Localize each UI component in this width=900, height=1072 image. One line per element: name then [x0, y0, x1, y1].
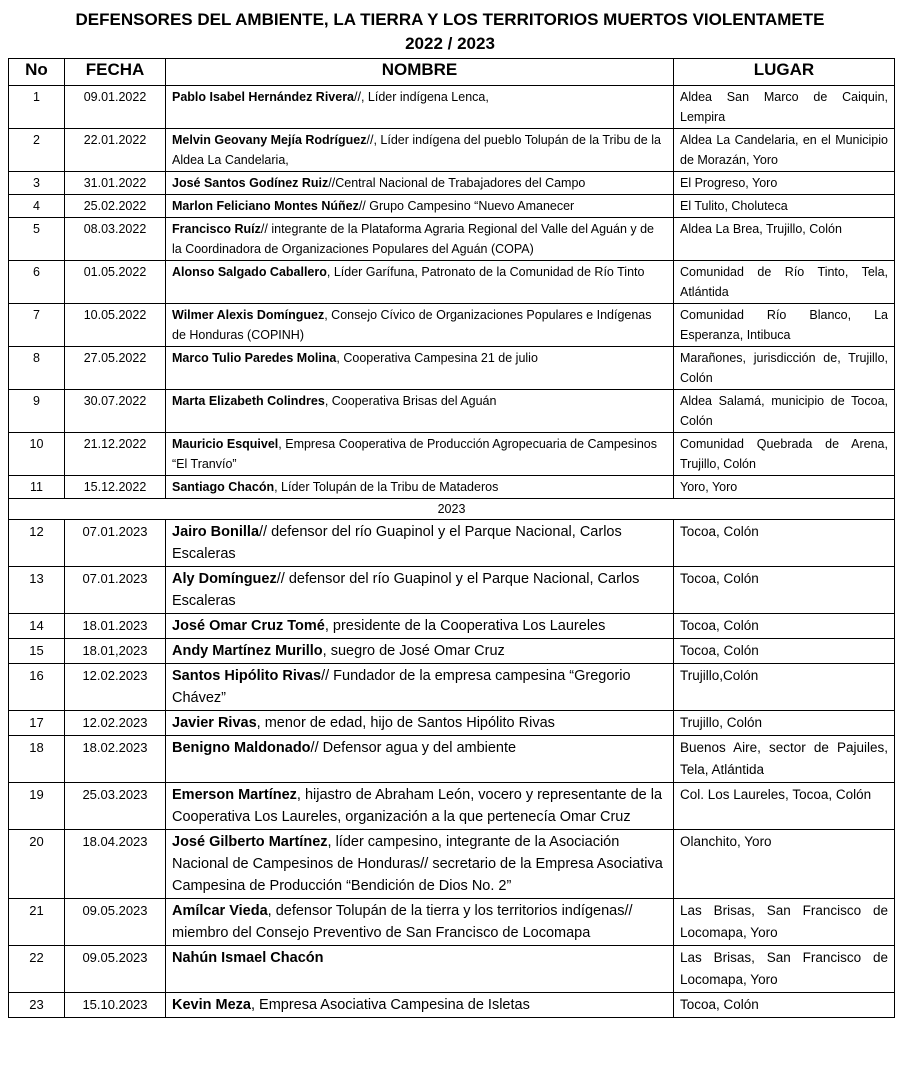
table-row	[9, 520, 895, 567]
defender-name: Santiago Chacón	[172, 480, 275, 494]
row-place: Col. Los Laureles, Tocoa, Colón	[674, 783, 895, 830]
header-fecha: FECHA	[65, 59, 166, 86]
row-place: Aldea San Marco de Caiquin, Lempira	[674, 86, 895, 129]
defender-name: José Omar Cruz Tomé	[172, 618, 325, 634]
defender-description: , Líder Garífuna, Patronato de la Comunidad de Río Tinto	[326, 265, 645, 279]
title-line-2: 2022 / 2023	[405, 34, 495, 53]
row-name-cell	[166, 830, 674, 899]
defender-description: , defensor Tolupán de la tierra y los territorios indígenas// miembro del Consejo Preventivo de San Francisco de Locomapa	[172, 903, 633, 941]
row-date: 07.01.2023	[65, 520, 166, 567]
row-date: 18.04.2023	[65, 830, 166, 899]
row-number: 8	[9, 347, 65, 390]
row-name-cell	[166, 567, 674, 614]
row-place: Trujillo, Colón	[674, 711, 895, 736]
defender-description: // defensor del río Guapinol y el Parque Nacional, Carlos Escaleras	[172, 571, 640, 609]
title-line-1: DEFENSORES DEL AMBIENTE, LA TIERRA Y LOS TERRITORIOS MUERTOS VIOLENTAMETE	[75, 10, 825, 29]
defender-description: , hijastro de Abraham León, vocero y representante de la Cooperativa Los Laureles, organización a la que pertenecía Omar Cruz	[172, 787, 663, 825]
table-row	[9, 304, 895, 347]
row-place: Comunidad Quebrada de Arena, Trujillo, Colón	[674, 433, 895, 476]
defender-name: Santos Hipólito Rivas	[172, 668, 322, 684]
defender-description: //Central Nacional de Trabajadores del Campo	[328, 176, 586, 190]
table-row	[9, 261, 895, 304]
row-place: Yoro, Yoro	[674, 476, 895, 499]
row-number: 12	[9, 520, 65, 567]
header-lugar: LUGAR	[674, 59, 895, 86]
row-number: 23	[9, 993, 65, 1018]
table-row	[9, 129, 895, 172]
row-date: 10.05.2022	[65, 304, 166, 347]
row-place: Las Brisas, San Francisco de Locomapa, Yoro	[674, 899, 895, 946]
row-date: 09.05.2023	[65, 899, 166, 946]
row-name-cell	[166, 520, 674, 567]
row-name-cell	[166, 946, 674, 993]
row-place: Aldea La Candelaria, en el Municipio de Morazán, Yoro	[674, 129, 895, 172]
row-place: Tocoa, Colón	[674, 614, 895, 639]
table-row	[9, 711, 895, 736]
row-number: 10	[9, 433, 65, 476]
row-name-cell	[166, 195, 674, 218]
row-number: 4	[9, 195, 65, 218]
row-place: Tocoa, Colón	[674, 639, 895, 664]
defender-description: , Cooperativa Brisas del Aguán	[324, 394, 497, 408]
row-place: Aldea Salamá, municipio de Tocoa, Colón	[674, 390, 895, 433]
table-row	[9, 567, 895, 614]
table-row	[9, 218, 895, 261]
rows-2023	[9, 520, 895, 1018]
defender-name: Andy Martínez Murillo	[172, 643, 323, 659]
row-place: Comunidad Río Blanco, La Esperanza, Intibuca	[674, 304, 895, 347]
table-row	[9, 736, 895, 783]
row-place: Marañones, jurisdicción de, Trujillo, Colón	[674, 347, 895, 390]
row-place: Buenos Aire, sector de Pajuiles, Tela, Atlántida	[674, 736, 895, 783]
defender-description: , suegro de José Omar Cruz	[322, 643, 505, 659]
table-row	[9, 664, 895, 711]
row-place: Tocoa, Colón	[674, 567, 895, 614]
row-place: Trujillo,Colón	[674, 664, 895, 711]
row-date: 30.07.2022	[65, 390, 166, 433]
defender-name: Marlon Feliciano Montes Núñez	[172, 199, 359, 213]
row-name-cell	[166, 390, 674, 433]
row-number: 13	[9, 567, 65, 614]
defender-name: Emerson Martínez	[172, 787, 297, 803]
row-number: 11	[9, 476, 65, 499]
header-nombre: NOMBRE	[166, 59, 674, 86]
table-row	[9, 476, 895, 499]
table-row	[9, 347, 895, 390]
defender-description: // defensor del río Guapinol y el Parque Nacional, Carlos Escaleras	[172, 524, 622, 562]
table-row	[9, 946, 895, 993]
defender-description: // Defensor agua y del ambiente	[310, 740, 517, 756]
defender-description: // Fundador de la empresa campesina “Gregorio Chávez”	[172, 668, 631, 706]
row-number: 2	[9, 129, 65, 172]
row-date: 27.05.2022	[65, 347, 166, 390]
row-place: El Tulito, Choluteca	[674, 195, 895, 218]
row-number: 15	[9, 639, 65, 664]
row-name-cell	[166, 218, 674, 261]
year-divider: 2023	[9, 499, 895, 520]
row-name-cell	[166, 304, 674, 347]
table-row	[9, 614, 895, 639]
row-name-cell	[166, 433, 674, 476]
row-date: 22.01.2022	[65, 129, 166, 172]
defender-name: Aly Domínguez	[172, 571, 277, 587]
row-name-cell	[166, 639, 674, 664]
row-date: 09.05.2023	[65, 946, 166, 993]
defender-name: Wilmer Alexis Domínguez	[172, 308, 325, 322]
defender-name: Jairo Bonilla	[172, 524, 260, 540]
defender-name: Benigno Maldonado	[172, 740, 311, 756]
table-row	[9, 783, 895, 830]
defender-description: , Empresa Asociativa Campesina de Isletas	[250, 997, 530, 1013]
row-place: Aldea La Brea, Trujillo, Colón	[674, 218, 895, 261]
row-date: 07.01.2023	[65, 567, 166, 614]
table-row	[9, 433, 895, 476]
row-number: 16	[9, 664, 65, 711]
row-number: 9	[9, 390, 65, 433]
defender-description: // Grupo Campesino “Nuevo Amanecer	[358, 199, 575, 213]
row-date: 01.05.2022	[65, 261, 166, 304]
header-no: No	[9, 59, 65, 86]
row-name-cell	[166, 86, 674, 129]
table-row	[9, 639, 895, 664]
row-number: 5	[9, 218, 65, 261]
row-number: 14	[9, 614, 65, 639]
defender-name: Marco Tulio Paredes Molina	[172, 351, 337, 365]
row-place: Olanchito, Yoro	[674, 830, 895, 899]
row-place: Tocoa, Colón	[674, 993, 895, 1018]
year-divider-section	[9, 499, 895, 520]
row-name-cell	[166, 993, 674, 1018]
row-number: 22	[9, 946, 65, 993]
row-number: 6	[9, 261, 65, 304]
table-row	[9, 86, 895, 129]
defender-description: //, Líder indígena del pueblo Tolupán de la Tribu de la Aldea La Candelaria,	[172, 133, 661, 167]
row-date: 09.01.2022	[65, 86, 166, 129]
defender-name: José Santos Godínez Ruiz	[172, 176, 329, 190]
row-place: Tocoa, Colón	[674, 520, 895, 567]
table-row	[9, 899, 895, 946]
row-number: 17	[9, 711, 65, 736]
row-date: 15.12.2022	[65, 476, 166, 499]
defender-description: //, Líder indígena Lenca,	[354, 90, 489, 104]
table-row	[9, 830, 895, 899]
row-number: 19	[9, 783, 65, 830]
defender-description: , presidente de la Cooperativa Los Laureles	[324, 618, 606, 634]
defender-description: , Empresa Cooperativa de Producción Agropecuaria de Campesinos “El Tranvío”	[172, 437, 657, 471]
document-title	[0, 8, 900, 56]
row-number: 1	[9, 86, 65, 129]
defender-description: , Consejo Cívico de Organizaciones Populares e Indígenas de Honduras (COPINH)	[172, 308, 652, 342]
row-name-cell	[166, 614, 674, 639]
defenders-table	[8, 58, 895, 1018]
defender-name: Alonso Salgado Caballero	[172, 265, 327, 279]
defender-description: , Cooperativa Campesina 21 de julio	[336, 351, 538, 365]
defender-name: Mauricio Esquivel	[172, 437, 279, 451]
row-date: 18.01,2023	[65, 639, 166, 664]
rows-2022	[9, 86, 895, 499]
row-name-cell	[166, 736, 674, 783]
row-date: 25.02.2022	[65, 195, 166, 218]
table-row	[9, 993, 895, 1018]
row-date: 15.10.2023	[65, 993, 166, 1018]
row-date: 12.02.2023	[65, 711, 166, 736]
row-name-cell	[166, 129, 674, 172]
year-divider-row	[9, 499, 895, 520]
defender-name: Kevin Meza	[172, 997, 251, 1013]
defender-description: , Líder Tolupán de la Tribu de Mataderos	[274, 480, 499, 494]
defender-name: Javier Rivas	[172, 715, 257, 731]
header-row	[9, 59, 895, 86]
row-name-cell	[166, 172, 674, 195]
table-row	[9, 390, 895, 433]
row-place: Comunidad de Río Tinto, Tela, Atlántida	[674, 261, 895, 304]
defender-name: Nahún Ismael Chacón	[172, 950, 324, 966]
row-name-cell	[166, 664, 674, 711]
row-date: 12.02.2023	[65, 664, 166, 711]
defender-name: Amílcar Vieda	[172, 903, 268, 919]
defender-description: // integrante de la Plataforma Agraria Regional del Valle del Aguán y de la Coordinadora de Organizaciones Populares del Aguán (COPA)	[172, 222, 655, 256]
row-name-cell	[166, 347, 674, 390]
row-number: 3	[9, 172, 65, 195]
row-name-cell	[166, 783, 674, 830]
defender-name: Pablo Isabel Hernández Rivera	[172, 90, 355, 104]
row-date: 21.12.2022	[65, 433, 166, 476]
row-date: 31.01.2022	[65, 172, 166, 195]
defender-name: Marta Elizabeth Colindres	[172, 394, 325, 408]
row-place: Las Brisas, San Francisco de Locomapa, Yoro	[674, 946, 895, 993]
defender-name: Melvin Geovany Mejía Rodríguez	[172, 133, 367, 147]
row-name-cell	[166, 899, 674, 946]
row-date: 08.03.2022	[65, 218, 166, 261]
defender-description: , menor de edad, hijo de Santos Hipólito Rivas	[256, 715, 555, 731]
row-name-cell	[166, 261, 674, 304]
row-date: 18.02.2023	[65, 736, 166, 783]
row-number: 20	[9, 830, 65, 899]
table-row	[9, 172, 895, 195]
row-number: 18	[9, 736, 65, 783]
row-date: 25.03.2023	[65, 783, 166, 830]
row-number: 21	[9, 899, 65, 946]
row-date: 18.01.2023	[65, 614, 166, 639]
defender-name: Francisco Ruíz	[172, 222, 261, 236]
row-name-cell	[166, 476, 674, 499]
defender-description: , líder campesino, integrante de la Asociación Nacional de Campesinos de Honduras// secretario de la Empresa Asociativa Campesina de Producción “Bendición de Dios No. 2”	[172, 834, 663, 894]
defender-name: José Gilberto Martínez	[172, 834, 328, 850]
row-place: El Progreso, Yoro	[674, 172, 895, 195]
row-number: 7	[9, 304, 65, 347]
row-name-cell	[166, 711, 674, 736]
table-row	[9, 195, 895, 218]
